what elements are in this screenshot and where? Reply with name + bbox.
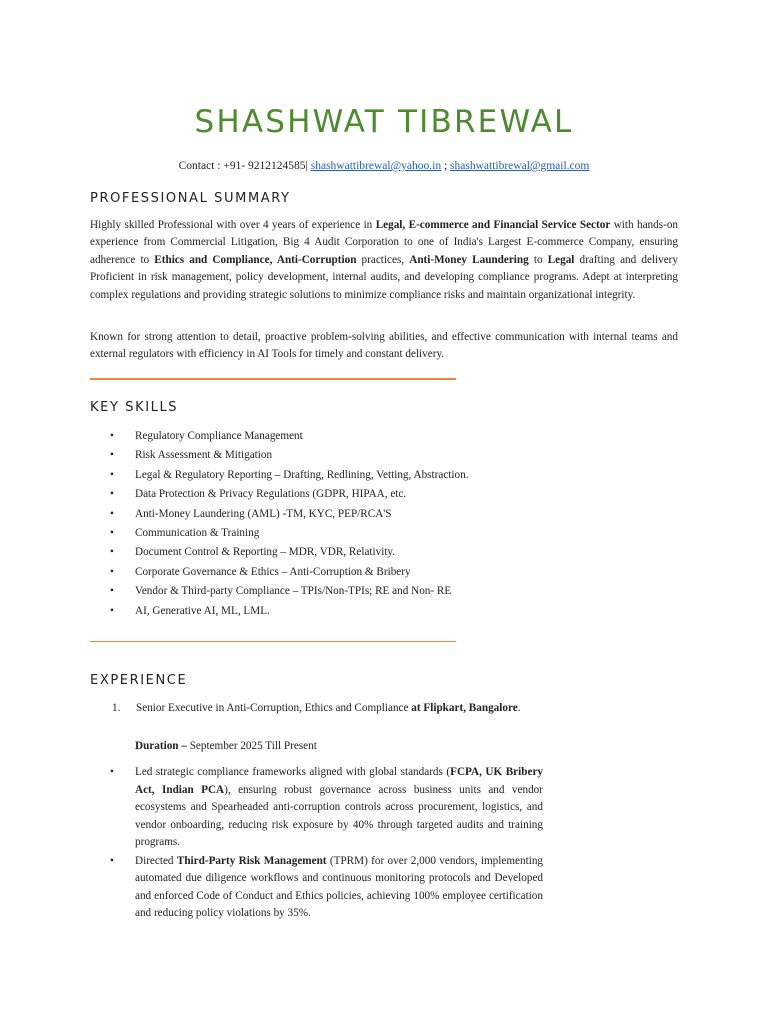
- skill-item: • AI, Generative AI, ML, LML.: [110, 602, 469, 621]
- bullet-icon: •: [110, 854, 114, 867]
- bullet-icon: •: [110, 546, 114, 559]
- bullet-icon: •: [110, 526, 114, 539]
- skill-item: • Vendor & Third-party Compliance – TPIs/Non-TPIs; RE and Non- RE: [110, 582, 469, 601]
- bullet-icon: •: [110, 507, 114, 520]
- list-number: 1.: [112, 702, 121, 714]
- job-title: Senior Executive in Anti-Corruption, Ethics and Compliance at Flipkart, Bangalore.: [136, 702, 521, 714]
- bullet-icon: •: [110, 488, 114, 501]
- bullet-icon: •: [110, 565, 114, 578]
- section-heading-skills: KEY SKILLS: [90, 400, 179, 415]
- skill-item: • Regulatory Compliance Management: [110, 427, 469, 446]
- candidate-name: SHASHWAT TIBREWAL: [194, 104, 574, 140]
- experience-bullet: • Led strategic compliance frameworks aligned with global standards (FCPA, UK Bribery Act, Indian PCA), ensuring robust governance across business units and vendor ecosystems and Spearheaded anti-corruption controls across procurement, logistics, and vendor onboarding, reducing risk exposure by 40% through targeted audits and training programs.: [110, 766, 543, 848]
- skill-item: • Legal & Regulatory Reporting – Drafting, Redlining, Vetting, Abstraction.: [110, 466, 469, 485]
- skill-item: • Anti-Money Laundering (AML) -TM, KYC, PEP/RCA'S: [110, 505, 469, 524]
- experience-item-1: [112, 700, 543, 718]
- contact-separator: ;: [443, 160, 448, 172]
- email-link-gmail[interactable]: shashwattibrewal@gmail.com: [450, 160, 590, 172]
- email-link-yahoo[interactable]: shashwattibrewal@yahoo.in: [310, 160, 442, 172]
- bullet-icon: •: [110, 430, 114, 442]
- job-duration: Duration – September 2025 Till Present: [135, 740, 317, 752]
- summary-paragraph-2: Known for strong attention to detail, proactive problem-solving abilities, and effective communication with internal teams and external regulators with efficiency in AI Tools for timely and constant delivery.: [90, 331, 678, 361]
- bullet-icon: •: [110, 766, 114, 778]
- skill-item: • Risk Assessment & Mitigation: [110, 446, 469, 465]
- section-heading-experience: EXPERIENCE: [90, 673, 188, 688]
- contact-line: [0, 160, 768, 172]
- section-divider: [90, 641, 456, 642]
- contact-phone: Contact : +91- 9212124585|: [178, 160, 308, 172]
- skills-list: [110, 427, 469, 621]
- skill-item: • Corporate Governance & Ethics – Anti-Corruption & Bribery: [110, 563, 469, 582]
- bullet-icon: •: [110, 604, 114, 617]
- section-heading-summary: PROFESSIONAL SUMMARY: [90, 191, 291, 206]
- skill-item: • Document Control & Reporting – MDR, VDR, Relativity.: [110, 543, 469, 562]
- skill-item: • Communication & Training: [110, 524, 469, 543]
- bullet-icon: •: [110, 585, 114, 598]
- bullet-icon: •: [110, 449, 114, 462]
- summary-paragraph-1: Highly skilled Professional with over 4 years of experience in Legal, E-commerce and Financial Service Sector with hands-on experience from Commercial Litigation, Big 4 Audit Corporation to one of India's Largest E-commerce Company, ensuring adherence to Ethics and Compliance, Anti-Corruption practices, Anti-Money Laundering to Legal drafting and delivery Proficient in risk management, policy development, internal audits, and developing compliance programs. Adept at interpreting complex regulations and providing strategic solutions to minimize compliance risks and maintain organizational integrity.: [90, 219, 679, 301]
- section-divider: [90, 378, 456, 380]
- experience-bullets: [110, 764, 543, 924]
- experience-bullet: • Directed Third-Party Risk Management (TPRM) for over 2,000 vendors, implementing automated due diligence workflows and continuous monitoring protocols and Developed and enforced Code of Conduct and Ethics policies, achieving 100% employee certification and reducing policy violations by 35%.: [110, 854, 544, 919]
- bullet-icon: •: [110, 468, 114, 481]
- skill-item: • Data Protection & Privacy Regulations (GDPR, HIPAA, etc.: [110, 485, 469, 504]
